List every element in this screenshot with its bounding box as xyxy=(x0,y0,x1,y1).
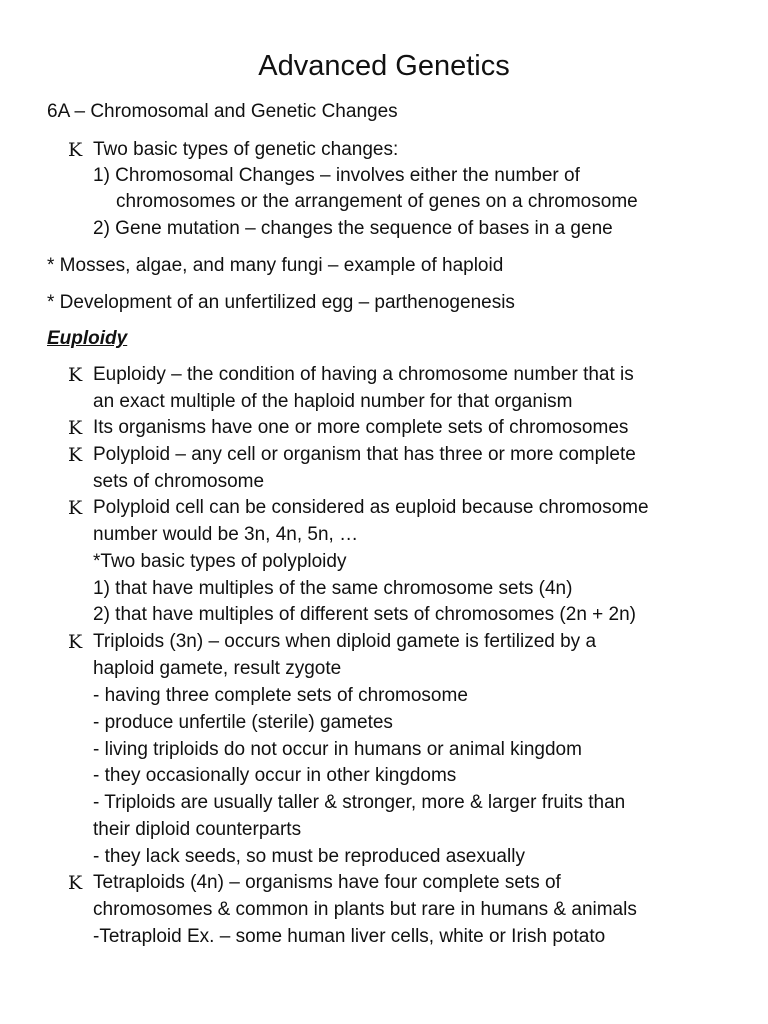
euploidy-definition: Euploidy – the condition of having a chromosome number that is xyxy=(93,364,634,385)
note-parthenogenesis: * Development of an unfertilized egg – parthenogenesis xyxy=(47,292,515,313)
euploidy-heading: Euploidy xyxy=(47,328,128,349)
tetraploids-example: -Tetraploid Ex. – some human liver cells, white or Irish potato xyxy=(93,926,606,947)
intro-item-2: 2) Gene mutation – changes the sequence of bases in a gene xyxy=(93,218,613,239)
bullet-icon: K xyxy=(68,497,83,519)
euploidy-definition-cont: an exact multiple of the haploid number for that organism xyxy=(93,391,573,412)
polyploid-euploid: Polyploid cell can be considered as euploid because chromosome xyxy=(93,497,649,518)
bullet-icon: K xyxy=(68,364,83,386)
triploids-definition-cont: haploid gamete, result zygote xyxy=(93,658,342,679)
triploids-point: - produce unfertile (sterile) gametes xyxy=(93,712,393,733)
euploidy-sets: Its organisms have one or more complete sets of chromosomes xyxy=(93,417,629,438)
polyploidy-type-1: 1) that have multiples of the same chromosome sets (4n) xyxy=(93,578,573,599)
triploids-point: - they occasionally occur in other kingdoms xyxy=(93,765,457,786)
polyploid-numbers: number would be 3n, 4n, 5n, … xyxy=(93,524,359,545)
intro-item-1: 1) Chromosomal Changes – involves either the number of xyxy=(93,165,580,186)
note-haploid: * Mosses, algae, and many fungi – example of haploid xyxy=(47,255,504,276)
triploids-point: - Triploids are usually taller & stronger, more & larger fruits than xyxy=(93,792,626,813)
bullet-icon: K xyxy=(68,631,83,653)
bullet-icon: K xyxy=(68,139,83,161)
intro-lead: Two basic types of genetic changes: xyxy=(93,139,399,160)
polyploidy-types-heading: *Two basic types of polyploidy xyxy=(93,551,347,572)
triploids-definition: Triploids (3n) – occurs when diploid gamete is fertilized by a xyxy=(93,631,597,652)
intro-item-1-cont: chromosomes or the arrangement of genes on a chromosome xyxy=(116,191,638,212)
tetraploids-definition-cont: chromosomes & common in plants but rare in humans & animals xyxy=(93,899,637,920)
page-title: Advanced Genetics xyxy=(258,50,510,82)
triploids-point: - living triploids do not occur in humans or animal kingdom xyxy=(93,739,582,760)
bullet-icon: K xyxy=(68,872,83,894)
polyploidy-type-2: 2) that have multiples of different sets of chromosomes (2n + 2n) xyxy=(93,604,637,625)
triploids-point-cont: their diploid counterparts xyxy=(93,819,302,840)
bullet-icon: K xyxy=(68,444,83,466)
tetraploids-definition: Tetraploids (4n) – organisms have four complete sets of xyxy=(93,872,561,893)
section-heading: 6A – Chromosomal and Genetic Changes xyxy=(47,101,398,122)
triploids-point: - having three complete sets of chromosome xyxy=(93,685,468,706)
polyploid-definition-cont: sets of chromosome xyxy=(93,471,265,492)
bullet-icon: K xyxy=(68,417,83,439)
polyploid-definition: Polyploid – any cell or organism that has three or more complete xyxy=(93,444,636,465)
triploids-point: - they lack seeds, so must be reproduced asexually xyxy=(93,846,525,867)
